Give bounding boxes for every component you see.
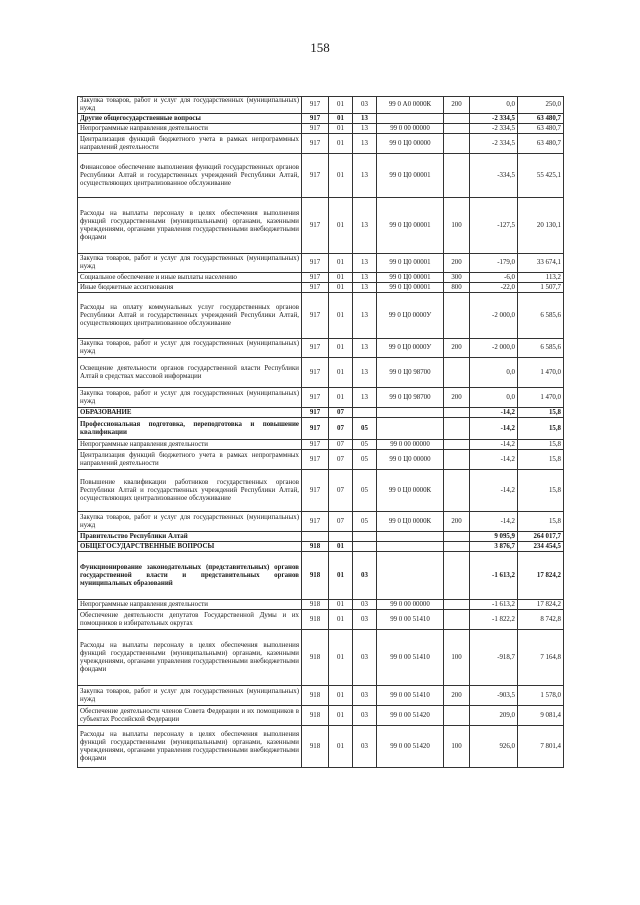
row-subsection-code: 05 xyxy=(353,512,377,532)
row-section-code: 01 xyxy=(329,97,353,114)
row-subsection-code: 03 xyxy=(353,726,377,768)
row-expense-type-code xyxy=(444,124,470,134)
row-target-code: 99 0 Ц0 0000У xyxy=(377,293,444,339)
row-ved-code: 917 xyxy=(302,154,329,198)
row-name: Непрограммные направления деятельности xyxy=(78,124,302,134)
row-target-code: 99 0 Ц0 00000 xyxy=(377,450,444,470)
row-subsection-code: 13 xyxy=(353,198,377,254)
row-section-code: 01 xyxy=(329,154,353,198)
row-subsection-code: 03 xyxy=(353,686,377,706)
row-target-code xyxy=(377,532,444,542)
row-section-code: 01 xyxy=(329,358,353,388)
row-subsection-code: 13 xyxy=(353,254,377,273)
row-section-code: 01 xyxy=(329,552,353,600)
table-row xyxy=(78,552,564,600)
row-total-amount: 7 164,8 xyxy=(518,630,564,686)
row-change-amount: -2 000,0 xyxy=(470,293,518,339)
row-total-amount: 15,8 xyxy=(518,470,564,512)
row-change-amount: -22,0 xyxy=(470,283,518,293)
row-expense-type-code: 200 xyxy=(444,388,470,408)
table-row xyxy=(78,418,564,440)
row-target-code: 99 0 00 51410 xyxy=(377,610,444,630)
table-row xyxy=(78,450,564,470)
row-total-amount: 234 454,5 xyxy=(518,542,564,552)
row-total-amount: 15,8 xyxy=(518,512,564,532)
row-section-code: 01 xyxy=(329,283,353,293)
table-row xyxy=(78,273,564,283)
row-target-code xyxy=(377,542,444,552)
budget-table-body xyxy=(78,97,564,768)
table-row xyxy=(78,686,564,706)
row-change-amount: -2 000,0 xyxy=(470,339,518,358)
row-section-code: 01 xyxy=(329,610,353,630)
page-number: 158 xyxy=(310,40,330,55)
row-subsection-code: 05 xyxy=(353,418,377,440)
row-ved-code: 918 xyxy=(302,610,329,630)
row-target-code: 99 0 00 00000 xyxy=(377,124,444,134)
row-name: Непрограммные направления деятельности xyxy=(78,600,302,610)
row-section-code: 01 xyxy=(329,600,353,610)
row-expense-type-code: 200 xyxy=(444,339,470,358)
row-ved-code: 918 xyxy=(302,726,329,768)
row-ved-code: 918 xyxy=(302,630,329,686)
row-ved-code xyxy=(302,532,329,542)
row-total-amount: 63 480,7 xyxy=(518,134,564,154)
row-ved-code: 918 xyxy=(302,706,329,726)
row-ved-code: 917 xyxy=(302,134,329,154)
table-row xyxy=(78,408,564,418)
row-change-amount: 9 095,9 xyxy=(470,532,518,542)
table-row xyxy=(78,600,564,610)
row-total-amount: 55 425,1 xyxy=(518,154,564,198)
row-target-code: 99 0 Ц0 98700 xyxy=(377,388,444,408)
row-subsection-code: 13 xyxy=(353,283,377,293)
row-subsection-code: 13 xyxy=(353,358,377,388)
row-target-code: 99 0 Ц0 98700 xyxy=(377,358,444,388)
row-expense-type-code xyxy=(444,408,470,418)
table-row xyxy=(78,97,564,114)
row-change-amount: -14,2 xyxy=(470,512,518,532)
row-name: Непрограммные направления деятельности xyxy=(78,440,302,450)
row-section-code: 01 xyxy=(329,686,353,706)
row-change-amount: -1 613,2 xyxy=(470,600,518,610)
row-total-amount: 8 742,8 xyxy=(518,610,564,630)
row-name: Закупка товаров, работ и услуг для государственных (муниципальных) нужд xyxy=(78,97,302,114)
row-total-amount: 113,2 xyxy=(518,273,564,283)
row-expense-type-code xyxy=(444,114,470,124)
row-target-code: 99 0 00 00000 xyxy=(377,440,444,450)
row-ved-code: 917 xyxy=(302,283,329,293)
row-section-code: 01 xyxy=(329,726,353,768)
row-subsection-code: 03 xyxy=(353,552,377,600)
row-subsection-code: 05 xyxy=(353,440,377,450)
row-name: Социальное обеспечение и иные выплаты населению xyxy=(78,273,302,283)
row-ved-code: 917 xyxy=(302,254,329,273)
row-subsection-code: 13 xyxy=(353,114,377,124)
table-row xyxy=(78,124,564,134)
row-target-code: 99 0 00 51420 xyxy=(377,706,444,726)
row-subsection-code: 05 xyxy=(353,470,377,512)
row-total-amount: 17 824,2 xyxy=(518,552,564,600)
row-subsection-code: 13 xyxy=(353,339,377,358)
row-change-amount: -2 334,5 xyxy=(470,134,518,154)
row-ved-code: 917 xyxy=(302,440,329,450)
row-name: Закупка товаров, работ и услуг для государственных (муниципальных) нужд xyxy=(78,339,302,358)
row-expense-type-code xyxy=(444,532,470,542)
row-change-amount: 0,0 xyxy=(470,97,518,114)
row-ved-code: 918 xyxy=(302,552,329,600)
table-row xyxy=(78,358,564,388)
row-total-amount: 264 017,7 xyxy=(518,532,564,542)
row-total-amount: 63 480,7 xyxy=(518,114,564,124)
row-expense-type-code xyxy=(444,154,470,198)
row-section-code: 01 xyxy=(329,706,353,726)
row-name: Расходы на оплату коммунальных услуг государственных органов Республики Алтай и государственных учреждений Республики Алтай, осуществляющих централизованное обслуживание xyxy=(78,293,302,339)
table-row xyxy=(78,293,564,339)
row-section-code: 01 xyxy=(329,630,353,686)
row-subsection-code: 13 xyxy=(353,273,377,283)
row-section-code: 07 xyxy=(329,450,353,470)
row-ved-code: 917 xyxy=(302,339,329,358)
row-target-code: 99 0 Ц0 00001 xyxy=(377,154,444,198)
table-row xyxy=(78,114,564,124)
table-row xyxy=(78,198,564,254)
row-change-amount: 209,0 xyxy=(470,706,518,726)
row-target-code: 99 0 Ц0 0000К xyxy=(377,512,444,532)
row-change-amount: -6,0 xyxy=(470,273,518,283)
row-change-amount: 3 876,7 xyxy=(470,542,518,552)
row-total-amount: 250,0 xyxy=(518,97,564,114)
row-total-amount: 17 824,2 xyxy=(518,600,564,610)
row-subsection-code xyxy=(353,532,377,542)
row-target-code: 99 0 00 00000 xyxy=(377,600,444,610)
row-expense-type-code: 200 xyxy=(444,97,470,114)
row-section-code: 07 xyxy=(329,418,353,440)
table-row xyxy=(78,706,564,726)
row-subsection-code xyxy=(353,408,377,418)
row-expense-type-code: 200 xyxy=(444,254,470,273)
row-subsection-code: 13 xyxy=(353,134,377,154)
row-target-code: 99 0 Ц0 00001 xyxy=(377,283,444,293)
row-total-amount: 15,8 xyxy=(518,440,564,450)
row-name: ОБРАЗОВАНИЕ xyxy=(78,408,302,418)
row-expense-type-code: 300 xyxy=(444,273,470,283)
row-name: Централизация функций бюджетного учета в рамках непрограммных направлений деятельности xyxy=(78,134,302,154)
row-subsection-code: 03 xyxy=(353,706,377,726)
row-expense-type-code xyxy=(444,134,470,154)
row-section-code: 07 xyxy=(329,470,353,512)
row-change-amount: -2 334,5 xyxy=(470,114,518,124)
row-name: Закупка товаров, работ и услуг для государственных (муниципальных) нужд xyxy=(78,254,302,273)
row-target-code: 99 0 Ц0 00001 xyxy=(377,198,444,254)
row-section-code: 07 xyxy=(329,512,353,532)
row-section-code: 01 xyxy=(329,339,353,358)
row-section-code: 01 xyxy=(329,134,353,154)
table-row xyxy=(78,512,564,532)
row-expense-type-code xyxy=(444,552,470,600)
row-target-code: 99 0 Ц0 00001 xyxy=(377,273,444,283)
row-name: Обеспечение деятельности депутатов Государственной Думы и их помощников в избирательных округах xyxy=(78,610,302,630)
row-name: Функционирование законодательных (представительных) органов государственной власти и представительных органов муниципальных образований xyxy=(78,552,302,600)
row-total-amount: 15,8 xyxy=(518,450,564,470)
table-row xyxy=(78,532,564,542)
row-expense-type-code: 800 xyxy=(444,283,470,293)
row-name: Повышение квалификации работников государственных органов Республики Алтай и государственных учреждений Республики Алтай, осуществляющих централизованное обслуживание xyxy=(78,470,302,512)
row-target-code: 99 0 00 51420 xyxy=(377,726,444,768)
row-subsection-code: 13 xyxy=(353,293,377,339)
table-row xyxy=(78,726,564,768)
row-total-amount: 15,8 xyxy=(518,408,564,418)
row-expense-type-code xyxy=(444,470,470,512)
row-expense-type-code xyxy=(444,542,470,552)
row-target-code: 99 0 Ц0 00001 xyxy=(377,254,444,273)
row-expense-type-code xyxy=(444,450,470,470)
row-target-code xyxy=(377,114,444,124)
table-row xyxy=(78,470,564,512)
row-target-code: 99 0 00 51410 xyxy=(377,686,444,706)
row-name: Профессиональная подготовка, переподготовка и повышение квалификации xyxy=(78,418,302,440)
row-ved-code: 917 xyxy=(302,273,329,283)
row-expense-type-code: 100 xyxy=(444,630,470,686)
row-change-amount: 0,0 xyxy=(470,388,518,408)
row-name: Другие общегосударственные вопросы xyxy=(78,114,302,124)
row-change-amount: -903,5 xyxy=(470,686,518,706)
row-subsection-code: 03 xyxy=(353,97,377,114)
row-total-amount: 1 578,0 xyxy=(518,686,564,706)
row-change-amount: 926,0 xyxy=(470,726,518,768)
row-ved-code: 917 xyxy=(302,388,329,408)
row-section-code: 07 xyxy=(329,440,353,450)
row-expense-type-code xyxy=(444,600,470,610)
row-name: Закупка товаров, работ и услуг для государственных (муниципальных) нужд xyxy=(78,686,302,706)
row-change-amount: -1 822,2 xyxy=(470,610,518,630)
row-target-code xyxy=(377,418,444,440)
table-row xyxy=(78,339,564,358)
row-total-amount: 20 130,1 xyxy=(518,198,564,254)
row-section-code: 01 xyxy=(329,273,353,283)
row-total-amount: 1 470,0 xyxy=(518,358,564,388)
row-change-amount: -14,2 xyxy=(470,440,518,450)
row-total-amount: 6 585,6 xyxy=(518,293,564,339)
row-section-code: 01 xyxy=(329,114,353,124)
row-change-amount: -334,5 xyxy=(470,154,518,198)
row-total-amount: 1 470,0 xyxy=(518,388,564,408)
row-name: Закупка товаров, работ и услуг для государственных (муниципальных) нужд xyxy=(78,512,302,532)
row-total-amount: 6 585,6 xyxy=(518,339,564,358)
table-row xyxy=(78,542,564,552)
row-expense-type-code xyxy=(444,610,470,630)
row-section-code: 01 xyxy=(329,124,353,134)
row-expense-type-code: 200 xyxy=(444,512,470,532)
row-subsection-code: 03 xyxy=(353,630,377,686)
row-ved-code: 917 xyxy=(302,418,329,440)
row-subsection-code: 03 xyxy=(353,610,377,630)
row-target-code: 99 0 Ц0 00000 xyxy=(377,134,444,154)
row-name: Расходы на выплаты персоналу в целях обеспечения выполнения функций государственными (муниципальными) органами, казенными учреждениями, органами управления государственными внебюджетными фондами xyxy=(78,726,302,768)
row-target-code: 99 0 00 51410 xyxy=(377,630,444,686)
row-change-amount: -179,0 xyxy=(470,254,518,273)
row-name: Финансовое обеспечение выполнения функций государственных органов Республики Алтай и государственных учреждений Республики Алтай, осуществляющих централизованное обслуживание xyxy=(78,154,302,198)
table-row xyxy=(78,440,564,450)
row-name: Освещение деятельности органов государственной власти Республики Алтай в средствах массовой информации xyxy=(78,358,302,388)
row-ved-code: 917 xyxy=(302,198,329,254)
row-subsection-code: 13 xyxy=(353,124,377,134)
table-row xyxy=(78,254,564,273)
row-ved-code: 917 xyxy=(302,450,329,470)
row-change-amount: -14,2 xyxy=(470,408,518,418)
row-expense-type-code xyxy=(444,293,470,339)
row-ved-code: 918 xyxy=(302,686,329,706)
row-section-code: 01 xyxy=(329,254,353,273)
row-subsection-code: 13 xyxy=(353,388,377,408)
row-ved-code: 917 xyxy=(302,358,329,388)
row-section-code: 07 xyxy=(329,408,353,418)
row-total-amount: 15,8 xyxy=(518,418,564,440)
row-change-amount: -14,2 xyxy=(470,450,518,470)
row-name: Расходы на выплаты персоналу в целях обеспечения выполнения функций государственными (муниципальными) органами, казенными учреждениями, органами управления государственными внебюджетными фондами xyxy=(78,198,302,254)
table-row xyxy=(78,610,564,630)
row-total-amount: 1 507,7 xyxy=(518,283,564,293)
row-expense-type-code: 200 xyxy=(444,686,470,706)
row-target-code: 99 0 Ц0 0000У xyxy=(377,339,444,358)
row-expense-type-code xyxy=(444,358,470,388)
row-target-code xyxy=(377,408,444,418)
row-change-amount: -14,2 xyxy=(470,470,518,512)
row-ved-code: 917 xyxy=(302,470,329,512)
row-expense-type-code xyxy=(444,706,470,726)
row-target-code: 99 0 Ц0 0000К xyxy=(377,470,444,512)
row-target-code: 99 0 А0 0000К xyxy=(377,97,444,114)
row-ved-code: 917 xyxy=(302,408,329,418)
row-subsection-code xyxy=(353,542,377,552)
row-section-code xyxy=(329,532,353,542)
row-total-amount: 63 480,7 xyxy=(518,124,564,134)
row-subsection-code: 05 xyxy=(353,450,377,470)
row-target-code xyxy=(377,552,444,600)
row-ved-code: 917 xyxy=(302,293,329,339)
row-expense-type-code xyxy=(444,440,470,450)
row-change-amount: -1 613,2 xyxy=(470,552,518,600)
row-ved-code: 917 xyxy=(302,97,329,114)
table-row xyxy=(78,283,564,293)
row-name: Иные бюджетные ассигнования xyxy=(78,283,302,293)
row-ved-code: 918 xyxy=(302,542,329,552)
row-section-code: 01 xyxy=(329,542,353,552)
row-total-amount: 33 674,1 xyxy=(518,254,564,273)
row-ved-code: 918 xyxy=(302,600,329,610)
row-name: Правительство Республики Алтай xyxy=(78,532,302,542)
row-change-amount: -127,5 xyxy=(470,198,518,254)
row-total-amount: 9 081,4 xyxy=(518,706,564,726)
row-change-amount: 0,0 xyxy=(470,358,518,388)
row-expense-type-code xyxy=(444,418,470,440)
row-ved-code: 917 xyxy=(302,512,329,532)
row-ved-code: 917 xyxy=(302,114,329,124)
table-row xyxy=(78,154,564,198)
row-subsection-code: 13 xyxy=(353,154,377,198)
row-section-code: 01 xyxy=(329,293,353,339)
row-subsection-code: 03 xyxy=(353,600,377,610)
row-section-code: 01 xyxy=(329,388,353,408)
row-change-amount: -2 334,5 xyxy=(470,124,518,134)
row-total-amount: 7 801,4 xyxy=(518,726,564,768)
row-name: Закупка товаров, работ и услуг для государственных (муниципальных) нужд xyxy=(78,388,302,408)
row-change-amount: -14,2 xyxy=(470,418,518,440)
table-row xyxy=(78,134,564,154)
row-ved-code: 917 xyxy=(302,124,329,134)
table-row xyxy=(78,388,564,408)
row-name: Расходы на выплаты персоналу в целях обеспечения выполнения функций государственными (муниципальными) органами, казенными учреждениями, органами управления государственными внебюджетными фондами xyxy=(78,630,302,686)
row-name: ОБЩЕГОСУДАРСТВЕННЫЕ ВОПРОСЫ xyxy=(78,542,302,552)
budget-table xyxy=(77,96,564,768)
row-expense-type-code: 100 xyxy=(444,726,470,768)
row-section-code: 01 xyxy=(329,198,353,254)
table-row xyxy=(78,630,564,686)
row-expense-type-code: 100 xyxy=(444,198,470,254)
row-name: Централизация функций бюджетного учета в рамках непрограммных направлений деятельности xyxy=(78,450,302,470)
row-name: Обеспечение деятельности членов Совета Федерации и их помощников в субъектах Российской Федерации xyxy=(78,706,302,726)
row-change-amount: -918,7 xyxy=(470,630,518,686)
